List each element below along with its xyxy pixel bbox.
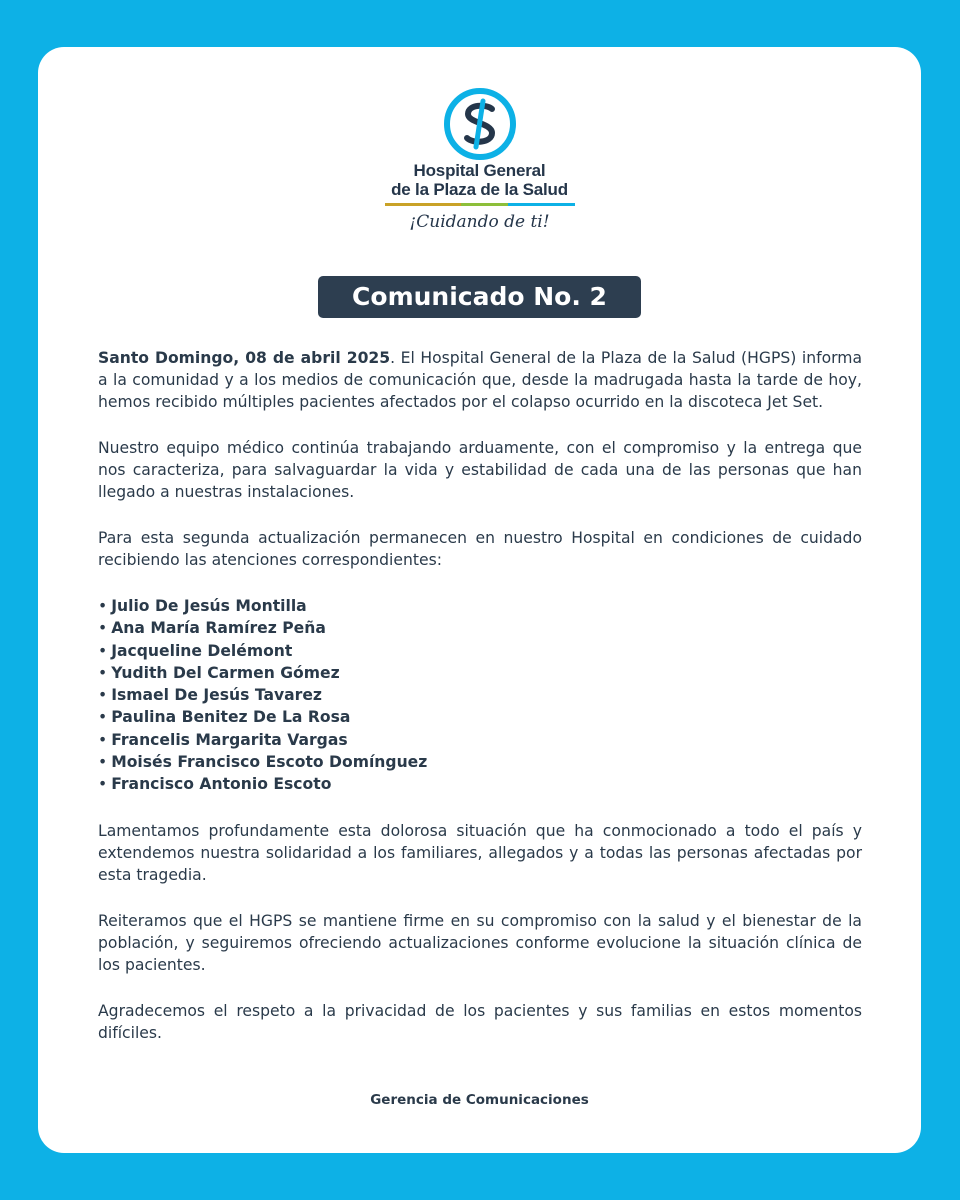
announcement-title: Comunicado No. 2 bbox=[318, 276, 641, 318]
hospital-tagline: ¡Cuidando de ti! bbox=[409, 212, 550, 232]
hospital-name-line1: Hospital General bbox=[413, 161, 546, 180]
patient-list bbox=[98, 595, 862, 796]
paragraph-privacy: Agradecemos el respeto a la privacidad de los pacientes y sus familias en estos momentos difíciles. bbox=[98, 1001, 862, 1042]
paragraph-condolences: Lamentamos profundamente esta dolorosa situación que ha conmocionado a todo el país y extendemos nuestra solidaridad a los familiares, allegados y a todas las personas afectadas por esta tragedia. bbox=[98, 821, 862, 884]
brand-color-bars bbox=[385, 203, 575, 206]
intro-place-date: Santo Domingo, 08 de abril 2025 bbox=[98, 349, 391, 367]
list-item: • Francisco Antonio Escoto bbox=[98, 775, 332, 794]
hospital-logo bbox=[38, 87, 921, 232]
list-item: • Ismael De Jesús Tavarez bbox=[98, 686, 323, 705]
announcement-card bbox=[38, 47, 921, 1153]
list-item: • Julio De Jesús Montilla bbox=[98, 597, 307, 615]
list-item: • Paulina Benitez De La Rosa bbox=[98, 708, 351, 727]
signature: Gerencia de Comunicaciones bbox=[370, 1092, 589, 1108]
paragraph-commitment: Reiteramos que el HGPS se mantiene firme en su compromiso con la salud y el bienestar de la población, y seguiremos ofreciendo actualizaciones conforme evolucione la situación clínica de los pacientes. bbox=[98, 911, 862, 974]
paragraph-update: Para esta segunda actualización permanecen en nuestro Hospital en condiciones de cuidado recibiendo las atenciones correspondientes: bbox=[98, 529, 862, 569]
announcement-body bbox=[98, 347, 862, 1068]
list-item: • Jacqueline Delémont bbox=[98, 641, 293, 660]
list-item: • Ana María Ramírez Peña bbox=[98, 619, 326, 638]
list-item: • Yudith Del Carmen Gómez bbox=[98, 663, 340, 682]
intro-text: . El Hospital General de la Plaza de la Salud (HGPS) informa a la comunidad y a los medios de comunicación que, desde la madrugada hasta la tarde de hoy, hemos recibido múltiples pacientes afectados por el colapso ocurrido en la discoteca Jet Set. bbox=[98, 349, 862, 411]
hgps-emblem-icon bbox=[443, 87, 517, 161]
intro-paragraph bbox=[98, 347, 862, 413]
list-item: • Moisés Francisco Escoto Domínguez bbox=[98, 753, 428, 772]
list-item: • Francelis Margarita Vargas bbox=[98, 730, 348, 749]
hospital-name-line2: de la Plaza de la Salud bbox=[391, 180, 568, 199]
paragraph-medical-team: Nuestro equipo médico continúa trabajando arduamente, con el compromiso y la entrega que nos caracteriza, para salvaguardar la vida y estabilidad de cada una de las personas que han llegado a nuestras instalaciones. bbox=[98, 439, 862, 501]
